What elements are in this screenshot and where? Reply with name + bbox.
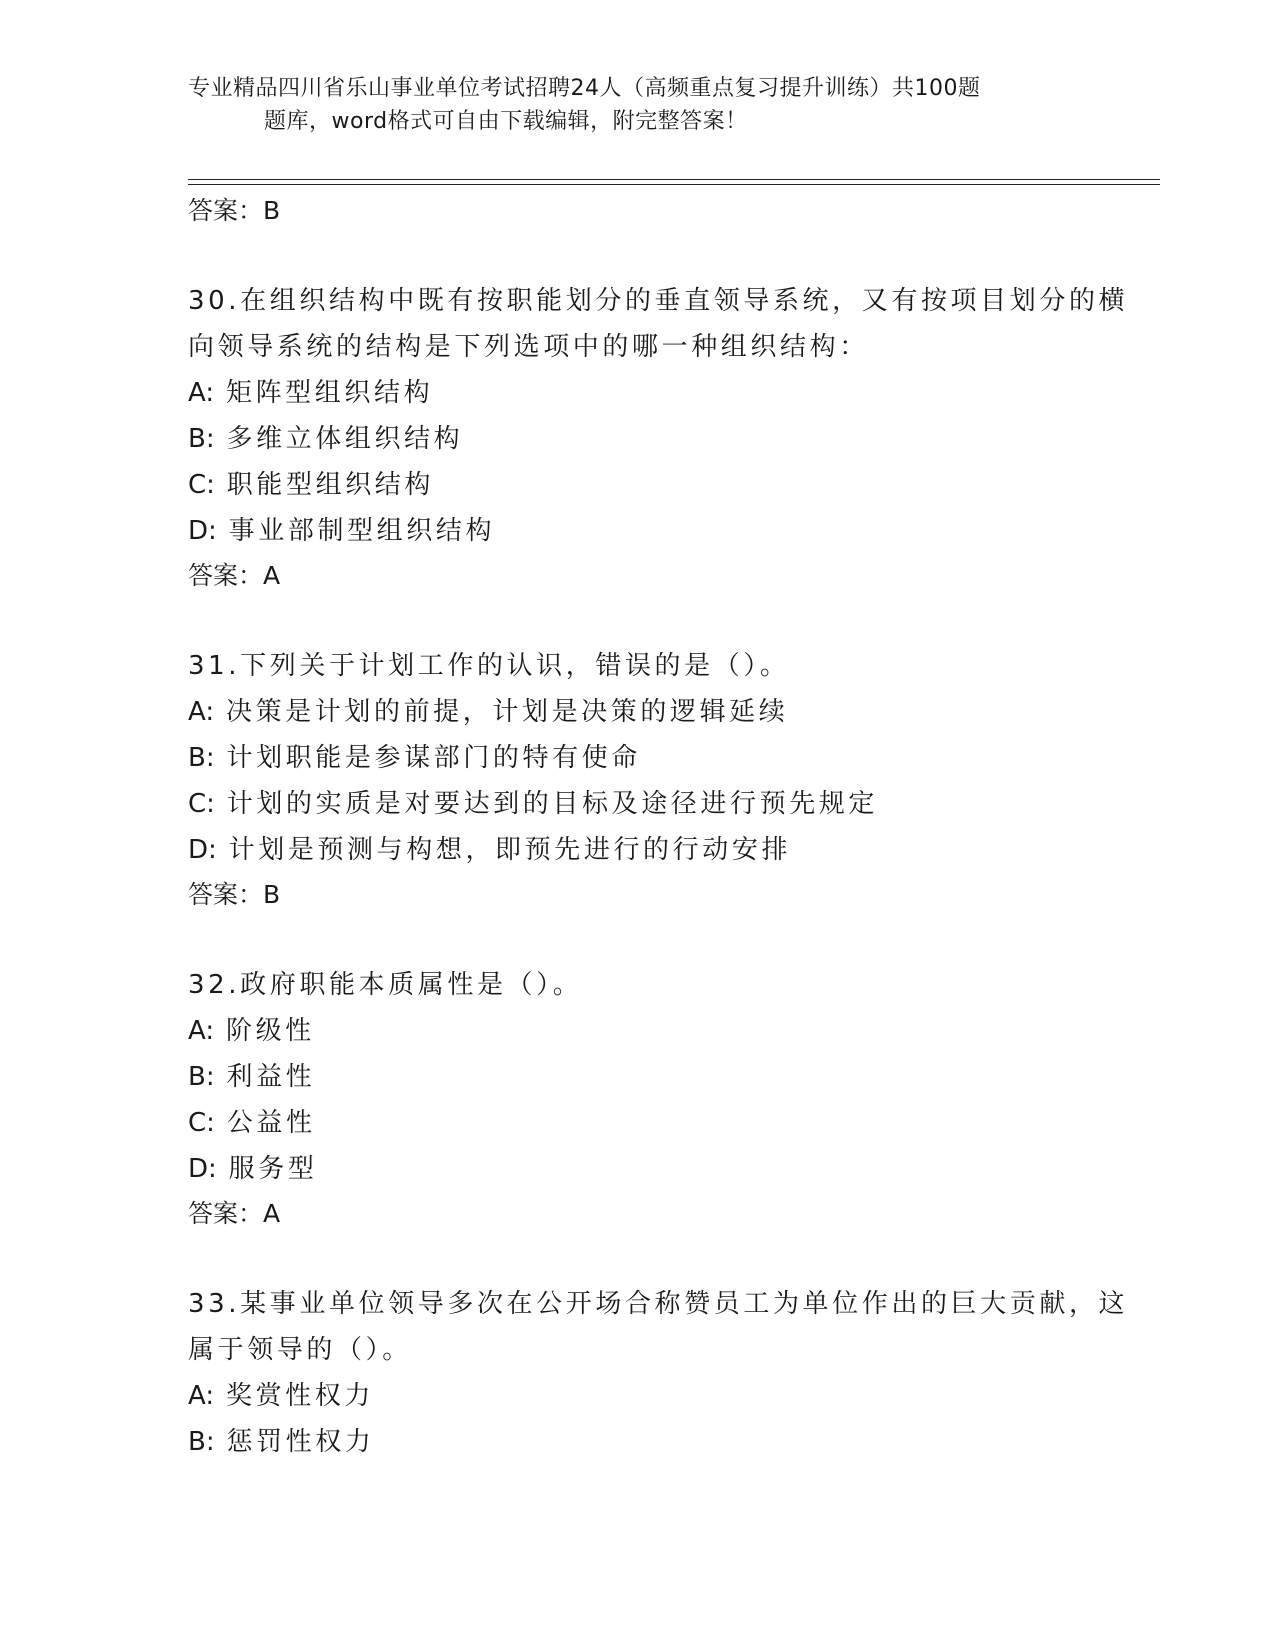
option-text: 计划是预测与构想，即预先进行的行动安排	[228, 835, 792, 865]
option-b	[188, 416, 1148, 462]
option-text: 计划职能是参谋部门的特有使命	[226, 743, 641, 773]
answer-line: 答案：B	[188, 880, 281, 909]
option-letter: A:	[188, 697, 215, 727]
option-c	[188, 1100, 1148, 1146]
document-header	[188, 72, 1088, 138]
option-letter: B:	[188, 1062, 215, 1092]
option-a	[188, 1008, 1148, 1054]
option-c	[188, 462, 1148, 508]
option-a	[188, 689, 1148, 735]
header-title-line-1: 专业精品四川省乐山事业单位考试招聘24人（高频重点复习提升训练）共100题	[188, 76, 981, 101]
question-30	[188, 278, 1148, 598]
option-text: 利益性	[226, 1062, 316, 1092]
option-text: 多维立体组织结构	[226, 424, 464, 454]
option-letter: D:	[188, 516, 217, 546]
question-stem: 30.在组织结构中既有按职能划分的垂直领导系统，又有按项目划分的横向领导系统的结构是下列选项中的哪一种组织结构：	[188, 286, 1129, 362]
option-c	[188, 781, 1148, 827]
option-letter: B:	[188, 743, 215, 773]
option-text: 职能型组织结构	[226, 470, 434, 500]
option-d	[188, 1146, 1148, 1192]
question-list	[188, 189, 1148, 1465]
header-divider-top	[188, 179, 1160, 180]
option-d	[188, 827, 1148, 873]
option-b	[188, 1054, 1148, 1100]
option-letter: D:	[188, 1154, 217, 1184]
spacer	[188, 598, 1148, 643]
option-letter: B:	[188, 424, 215, 454]
option-text: 服务型	[228, 1154, 318, 1184]
question-stem: 32.政府职能本质属性是（）。	[188, 970, 583, 1000]
question-33	[188, 1281, 1148, 1465]
question-stem: 31.下列关于计划工作的认识，错误的是（）。	[188, 651, 790, 681]
spacer	[188, 917, 1148, 962]
option-a	[188, 370, 1148, 416]
option-a	[188, 1373, 1148, 1419]
spacer	[188, 233, 1148, 278]
option-text: 公益性	[226, 1108, 316, 1138]
option-letter: C:	[188, 1108, 215, 1138]
question-32	[188, 962, 1148, 1236]
option-letter: A:	[188, 378, 215, 408]
option-letter: D:	[188, 835, 217, 865]
option-text: 计划的实质是对要达到的目标及途径进行预先规定	[226, 789, 878, 819]
option-letter: A:	[188, 1381, 215, 1411]
question-31	[188, 643, 1148, 917]
question-stem: 33.某事业单位领导多次在公开场合称赞员工为单位作出的巨大贡献，这属于领导的（）。	[188, 1289, 1129, 1365]
answer-line: 答案：A	[188, 561, 281, 590]
previous-answer: 答案：B	[188, 196, 281, 225]
option-b	[188, 1419, 1148, 1465]
header-divider-bottom	[188, 184, 1160, 185]
option-text: 事业部制型组织结构	[228, 516, 496, 546]
option-text: 奖赏性权力	[225, 1381, 374, 1411]
option-d	[188, 508, 1148, 554]
header-title-line-2: 题库，word格式可自由下载编辑，附完整答案！	[264, 109, 748, 134]
option-letter: A:	[188, 1016, 215, 1046]
answer-line: 答案：A	[188, 1199, 281, 1228]
option-letter: B:	[188, 1427, 215, 1457]
option-text: 惩罚性权力	[226, 1427, 375, 1457]
option-text: 矩阵型组织结构	[225, 378, 434, 408]
option-text: 决策是计划的前提，计划是决策的逻辑延续	[225, 697, 789, 727]
spacer	[188, 1236, 1148, 1281]
option-letter: C:	[188, 470, 215, 500]
option-text: 阶级性	[225, 1016, 315, 1046]
option-letter: C:	[188, 789, 215, 819]
option-b	[188, 735, 1148, 781]
